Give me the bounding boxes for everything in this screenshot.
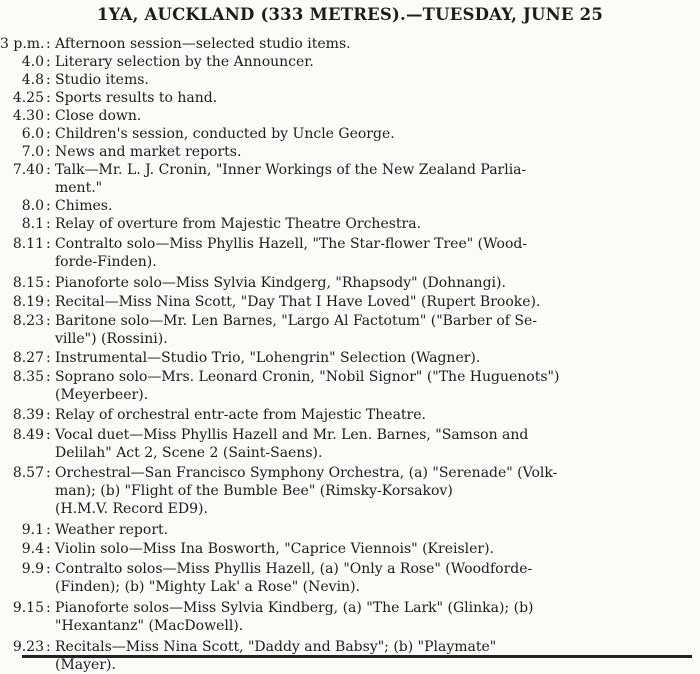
entry-line: Delilah" Act 2, Scene 2 (Saint-Saens).	[55, 445, 323, 461]
entry-time: 8.1	[21, 216, 44, 232]
entry-time: 8.11	[12, 236, 44, 252]
entry-line: "Hexantanz" (MacDowell).	[55, 618, 244, 634]
time-separator: :	[46, 72, 51, 88]
entry-description	[51, 215, 684, 233]
entry-description	[51, 71, 684, 89]
time-separator: :	[46, 313, 51, 329]
program-entry	[0, 197, 700, 215]
entry-description	[51, 560, 684, 596]
entry-description	[51, 125, 684, 143]
entry-line: Contralto solos—Miss Phyllis Hazell, (a) "Only a Rose" (Woodforde-	[55, 561, 533, 577]
entry-line: Children's session, conducted by Uncle George.	[55, 126, 395, 142]
program-entry	[0, 143, 700, 161]
entry-description	[51, 143, 684, 161]
program-entry	[0, 235, 700, 271]
program-listing	[0, 35, 700, 674]
entry-description	[51, 197, 684, 215]
entry-description	[51, 426, 684, 462]
entry-line: Weather report.	[55, 522, 169, 538]
entry-description	[51, 599, 684, 635]
program-entry	[0, 71, 700, 89]
program-entry	[0, 349, 700, 367]
entry-description	[51, 349, 684, 367]
entry-line: Recital—Miss Nina Scott, "Day That I Have Loved" (Rupert Brooke).	[55, 294, 541, 310]
entry-description	[51, 89, 684, 107]
entry-description	[51, 521, 684, 539]
time-separator: :	[46, 465, 51, 481]
time-separator: :	[46, 541, 51, 557]
program-entry	[0, 426, 700, 462]
time-separator: :	[46, 275, 51, 291]
entry-time: 7.0	[21, 144, 44, 160]
entry-line: forde-Finden).	[55, 254, 157, 270]
entry-line: ville") (Rossini).	[55, 331, 168, 347]
entry-description	[51, 274, 684, 292]
time-separator: :	[46, 90, 51, 106]
program-entry	[0, 540, 700, 558]
entry-line: Afternoon session—selected studio items.	[55, 36, 351, 52]
entry-line: (H.M.V. Record ED9).	[55, 501, 208, 517]
entry-line: (Mayer).	[55, 657, 116, 673]
entry-time: 4.30	[12, 108, 44, 124]
entry-time: 8.35	[12, 369, 44, 385]
entry-time: 8.23	[12, 313, 44, 329]
program-entry	[0, 406, 700, 424]
entry-line: Instrumental—Studio Trio, "Lohengrin" Selection (Wagner).	[55, 350, 481, 366]
entry-line: man); (b) "Flight of the Bumble Bee" (Rimsky-Korsakov)	[55, 483, 453, 499]
entry-line: Contralto solo—Miss Phyllis Hazell, "The Star-flower Tree" (Wood-	[55, 236, 528, 252]
program-entry	[0, 125, 700, 143]
program-entry	[0, 312, 700, 348]
time-separator: :	[46, 407, 51, 423]
entry-time: 7.40	[12, 162, 44, 178]
entry-time: 9.4	[21, 541, 44, 557]
time-separator: :	[46, 216, 51, 232]
entry-time: 9.23	[12, 639, 44, 655]
entry-line: Orchestral—San Francisco Symphony Orchestra, (a) "Serenade" (Volk-	[55, 465, 558, 481]
entry-line: Studio items.	[55, 72, 149, 88]
entry-time: 8.27	[12, 350, 44, 366]
program-entry	[0, 521, 700, 539]
program-entry	[0, 161, 700, 197]
time-separator: :	[46, 54, 51, 70]
entry-time: 4.8	[21, 72, 44, 88]
time-separator: :	[46, 198, 51, 214]
entry-time: 6.0	[21, 126, 44, 142]
program-entry	[0, 35, 700, 53]
entry-description	[51, 53, 684, 71]
entry-line: Recitals—Miss Nina Scott, "Daddy and Babsy"; (b) "Playmate"	[55, 639, 497, 655]
entry-line: Relay of overture from Majestic Theatre Orchestra.	[55, 216, 422, 232]
time-separator: :	[46, 522, 51, 538]
bottom-rule	[22, 655, 692, 658]
entry-description	[51, 35, 684, 53]
entry-line: Sports results to hand.	[55, 90, 218, 106]
entry-description	[51, 235, 684, 271]
entry-line: (Meyerbeer).	[55, 387, 149, 403]
entry-time: 8.15	[12, 275, 44, 291]
entry-line: Baritone solo—Mr. Len Barnes, "Largo Al Factotum" ("Barber of Se-	[55, 313, 538, 329]
page-title: 1YA, AUCKLAND (333 METRES).—TUESDAY, JUNE 25	[96, 5, 603, 24]
entry-line: Chimes.	[55, 198, 113, 214]
entry-time: 3 p.m.	[0, 36, 45, 52]
program-entry	[0, 599, 700, 635]
program-entry	[0, 215, 700, 233]
program-entry	[0, 53, 700, 71]
entry-time: 9.9	[21, 561, 44, 577]
entry-line: ment."	[55, 180, 103, 196]
entry-line: Pianoforte solos—Miss Sylvia Kindberg, (a) "The Lark" (Glinka); (b)	[55, 600, 534, 616]
entry-time: 8.39	[12, 407, 44, 423]
time-separator: :	[46, 294, 51, 310]
program-entry	[0, 368, 700, 404]
entry-description	[51, 406, 684, 424]
entry-line: Literary selection by the Announcer.	[55, 54, 314, 70]
time-separator: :	[46, 600, 51, 616]
time-separator: :	[46, 350, 51, 366]
time-separator: :	[46, 162, 51, 178]
entry-description	[51, 464, 684, 518]
time-separator: :	[46, 36, 51, 52]
entry-line: Soprano solo—Mrs. Leonard Cronin, "Nobil Signor" ("The Huguenots")	[55, 369, 560, 385]
entry-time: 8.49	[12, 427, 44, 443]
time-separator: :	[46, 639, 51, 655]
program-entry	[0, 464, 700, 518]
program-entry	[0, 274, 700, 292]
time-separator: :	[46, 427, 51, 443]
entry-line: Pianoforte solo—Miss Sylvia Kindgerg, "Rhapsody" (Dohnangi).	[55, 275, 506, 291]
entry-description	[51, 368, 684, 404]
time-separator: :	[46, 236, 51, 252]
entry-line: Talk—Mr. L. J. Cronin, "Inner Workings of the New Zealand Parlia-	[55, 162, 527, 178]
entry-time: 9.15	[12, 600, 44, 616]
entry-line: Close down.	[55, 108, 142, 124]
entry-time: 8.0	[21, 198, 44, 214]
entry-time: 4.25	[12, 90, 44, 106]
entry-line: News and market reports.	[55, 144, 242, 160]
entry-time: 8.19	[12, 294, 44, 310]
program-entry	[0, 560, 700, 596]
time-separator: :	[46, 561, 51, 577]
time-separator: :	[46, 369, 51, 385]
entry-description	[51, 161, 684, 197]
entry-line: Violin solo—Miss Ina Bosworth, "Caprice Viennois" (Kreisler).	[55, 541, 495, 557]
time-separator: :	[46, 108, 51, 124]
program-entry	[0, 107, 700, 125]
entry-description	[51, 312, 684, 348]
entry-time: 4.0	[21, 54, 44, 70]
entry-time: 9.1	[21, 522, 44, 538]
entry-description	[51, 540, 684, 558]
entry-description	[51, 293, 684, 311]
program-entry	[0, 293, 700, 311]
entry-description	[51, 107, 684, 125]
entry-line: Vocal duet—Miss Phyllis Hazell and Mr. Len. Barnes, "Samson and	[55, 427, 529, 443]
time-separator: :	[46, 144, 51, 160]
entry-time: 8.57	[12, 465, 44, 481]
entry-line: Relay of orchestral entr-acte from Majestic Theatre.	[55, 407, 426, 423]
time-separator: :	[46, 126, 51, 142]
entry-line: (Finden); (b) "Mighty Lak' a Rose" (Nevin).	[55, 579, 360, 595]
program-entry	[0, 89, 700, 107]
